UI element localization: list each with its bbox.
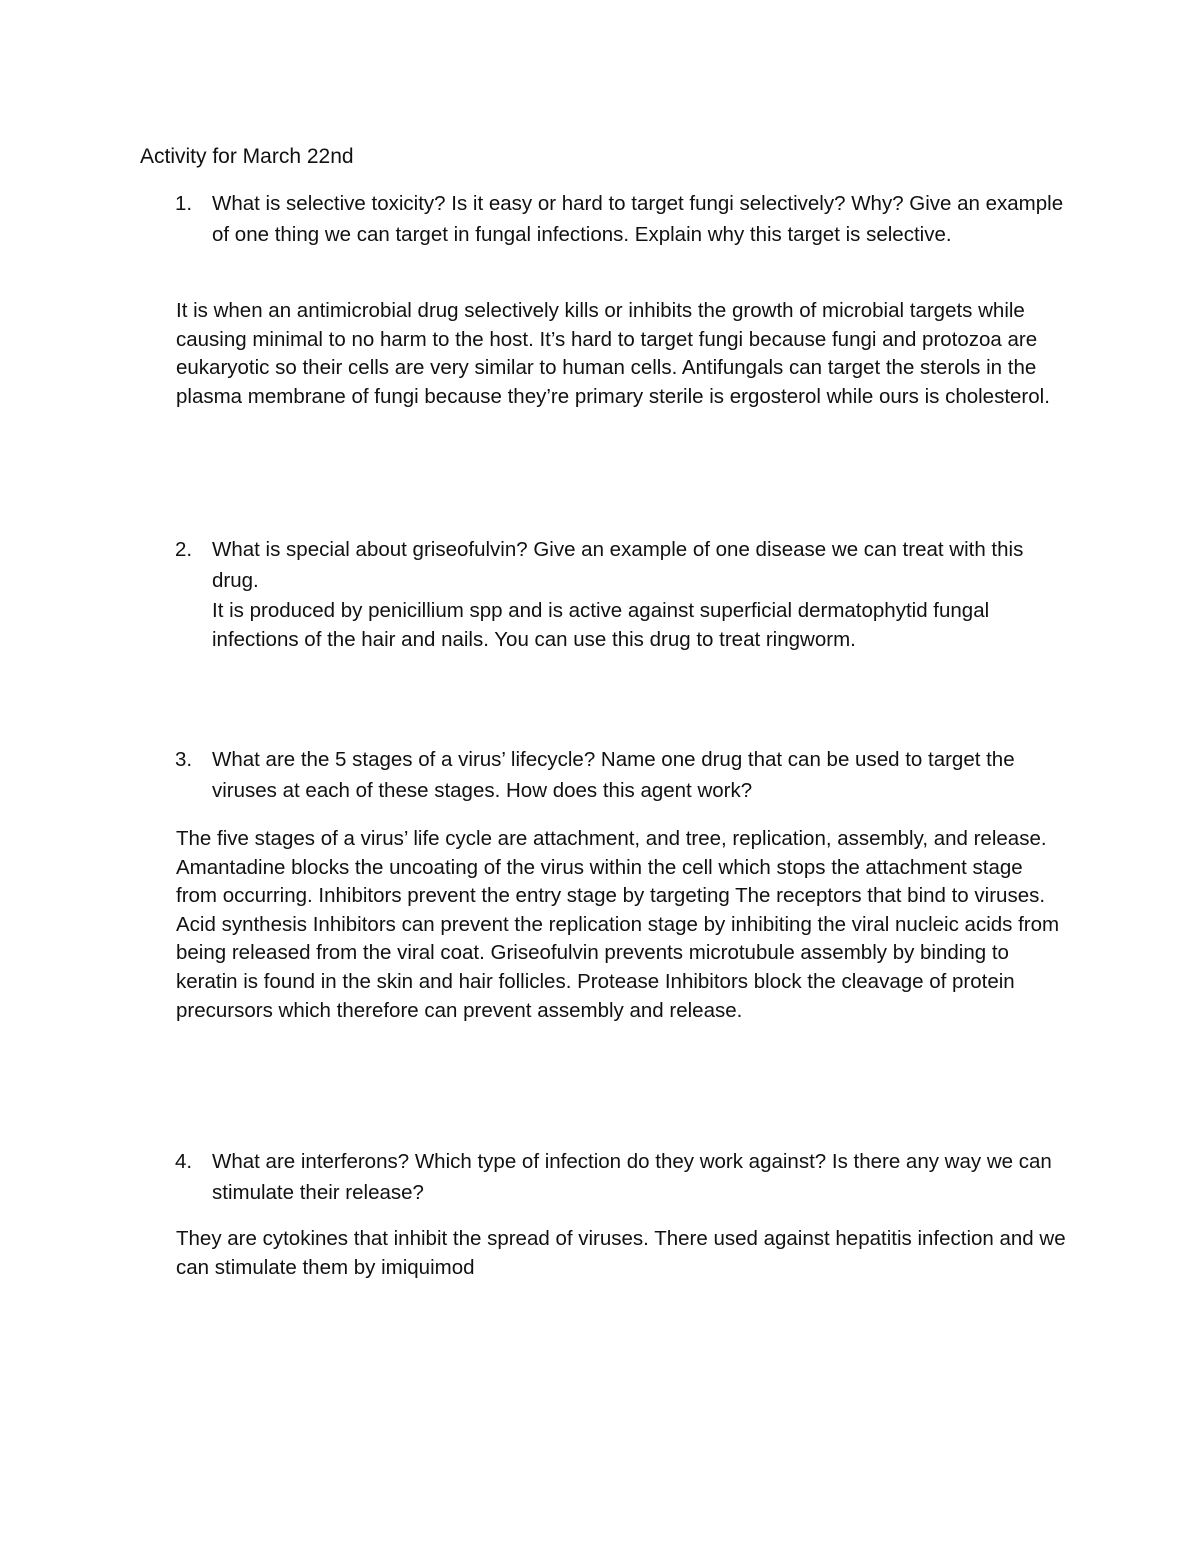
answer-3: The five stages of a virus’ life cycle are attachment, and tree, replication, assembly, and release. Amantadine blocks the uncoating of the virus within the cell which stops the attachment stage from occurring. Inhibitors prevent the entry stage by targeting The receptors that bind to viruses. Acid synthesis Inhibitors can prevent the replication stage by inhibiting the viral nucleic acids from being released from the viral coat. Griseofulvin prevents microtubule assembly by binding to keratin is found in the skin and hair follicles. Protease Inhibitors block the cleavage of protein precursors which therefore can prevent assembly and release. <box>176 827 1060 1022</box>
question-number: 2. <box>175 538 193 561</box>
answer-2 <box>175 597 1065 654</box>
question-number: 3. <box>175 748 193 771</box>
answer-4: They are cytokines that inhibit the spread of viruses. There used against hepatitis infection and we can stimulate them by imiquimod <box>176 1227 1066 1279</box>
answer-text: It is produced by penicillium spp and is active against superficial dermatophytid fungal infections of the hair and nails. You can use this drug to treat ringworm. <box>212 599 990 651</box>
question-2 <box>175 535 1075 596</box>
answer-1: It is when an antimicrobial drug selectively kills or inhibits the growth of microbial targets while causing minimal to no harm to the host. It’s hard to target fungi because fungi and protozoa are eukaryotic so their cells are very similar to human cells. Antifungals can target the sterols in the plasma membrane of fungi because they’re primary sterile is ergosterol while ours is cholesterol. <box>176 299 1050 408</box>
question-text: What are the 5 stages of a virus’ lifecycle? Name one drug that can be used to target the viruses at each of these stages. How does this agent work? <box>212 748 1015 802</box>
question-number: 4. <box>175 1150 193 1173</box>
question-text: What is selective toxicity? Is it easy or hard to target fungi selectively? Why? Give an example of one thing we can target in fungal infections. Explain why this target is selective. <box>212 192 1064 246</box>
document-title: Activity for March 22nd <box>140 145 354 168</box>
question-number: 1. <box>175 192 193 215</box>
question-1 <box>175 189 1075 250</box>
question-3 <box>175 745 1075 806</box>
question-text: What are interferons? Which type of infection do they work against? Is there any way we can stimulate their release? <box>212 1150 1052 1204</box>
question-text: What is special about griseofulvin? Give an example of one disease we can treat with this drug. <box>212 538 1024 592</box>
question-4 <box>175 1147 1075 1208</box>
